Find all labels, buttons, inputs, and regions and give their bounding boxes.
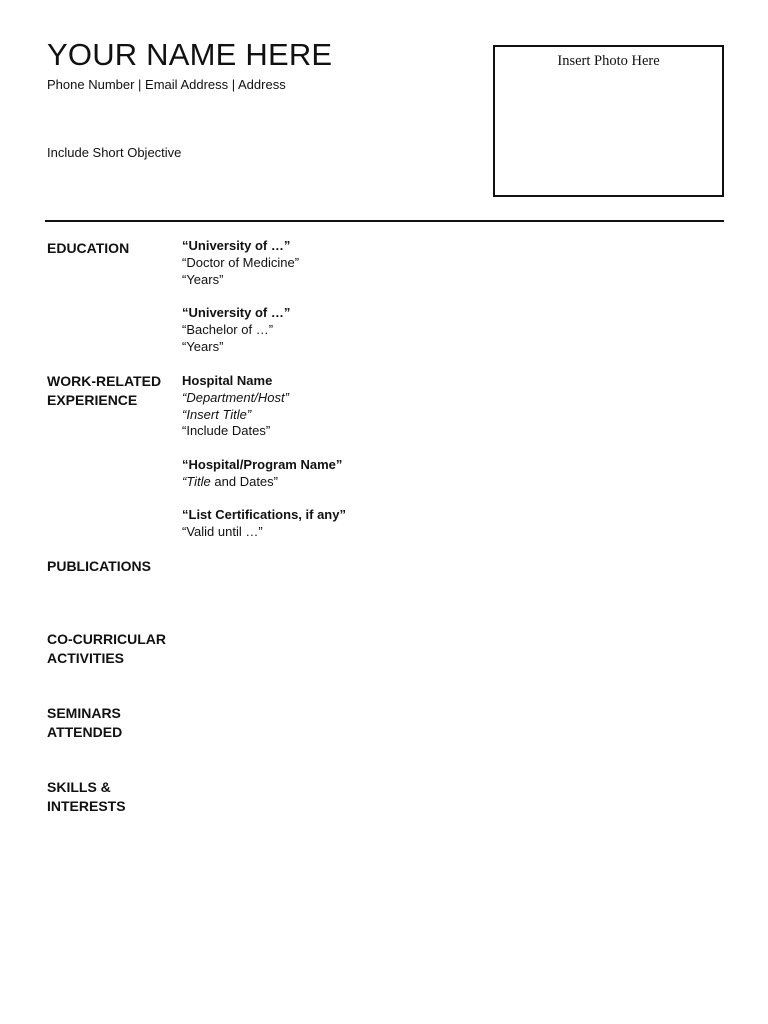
section-heading-line: INTERESTS xyxy=(47,798,126,814)
section-heading-line: WORK-RELATED xyxy=(47,373,162,389)
work-dates: “Include Dates” xyxy=(182,423,271,439)
section-heading-work-experience xyxy=(47,372,172,410)
contact-info: Phone Number | Email Address | Address xyxy=(47,77,286,92)
work-title-italic: “Title xyxy=(182,473,211,489)
photo-placeholder xyxy=(493,45,724,197)
work-department: “Department/Host” xyxy=(182,389,289,405)
section-heading-skills xyxy=(47,778,172,816)
section-heading-line: SKILLS & xyxy=(47,779,111,795)
section-heading-line: EXPERIENCE xyxy=(47,392,138,408)
certification-entry xyxy=(182,507,346,541)
certification-validity: “Valid until …” xyxy=(182,523,263,539)
section-heading-cocurricular xyxy=(47,630,172,668)
section-heading-line: SEMINARS xyxy=(47,705,121,721)
education-institution: “University of …” xyxy=(182,305,291,320)
resume-name: YOUR NAME HERE xyxy=(47,37,333,72)
objective-text: Include Short Objective xyxy=(47,145,182,160)
photo-label: Insert Photo Here xyxy=(557,53,660,69)
section-heading-line: ATTENDED xyxy=(47,724,123,740)
header-divider xyxy=(45,220,724,222)
education-entry xyxy=(182,305,290,355)
work-title-and-dates xyxy=(182,474,342,491)
work-program-name: “Hospital/Program Name” xyxy=(182,457,343,472)
work-hospital-name: Hospital Name xyxy=(182,373,273,388)
section-heading-education: EDUCATION xyxy=(47,240,130,256)
education-institution: “University of …” xyxy=(182,238,291,253)
education-years: “Years” xyxy=(182,338,224,354)
education-years: “Years” xyxy=(182,271,224,287)
section-heading-line: CO-CURRICULAR xyxy=(47,631,166,647)
work-title: “Insert Title” xyxy=(182,406,252,422)
section-heading-line: ACTIVITIES xyxy=(47,650,125,666)
section-heading-publications: PUBLICATIONS xyxy=(47,558,151,574)
section-heading-seminars xyxy=(47,704,172,742)
work-entry xyxy=(182,457,342,491)
work-entry xyxy=(182,373,289,440)
certification-name: “List Certifications, if any” xyxy=(182,507,346,522)
education-degree: “Doctor of Medicine” xyxy=(182,254,300,270)
education-degree: “Bachelor of …” xyxy=(182,321,274,337)
work-dates-text: and Dates” xyxy=(210,473,278,489)
education-entry xyxy=(182,238,299,288)
